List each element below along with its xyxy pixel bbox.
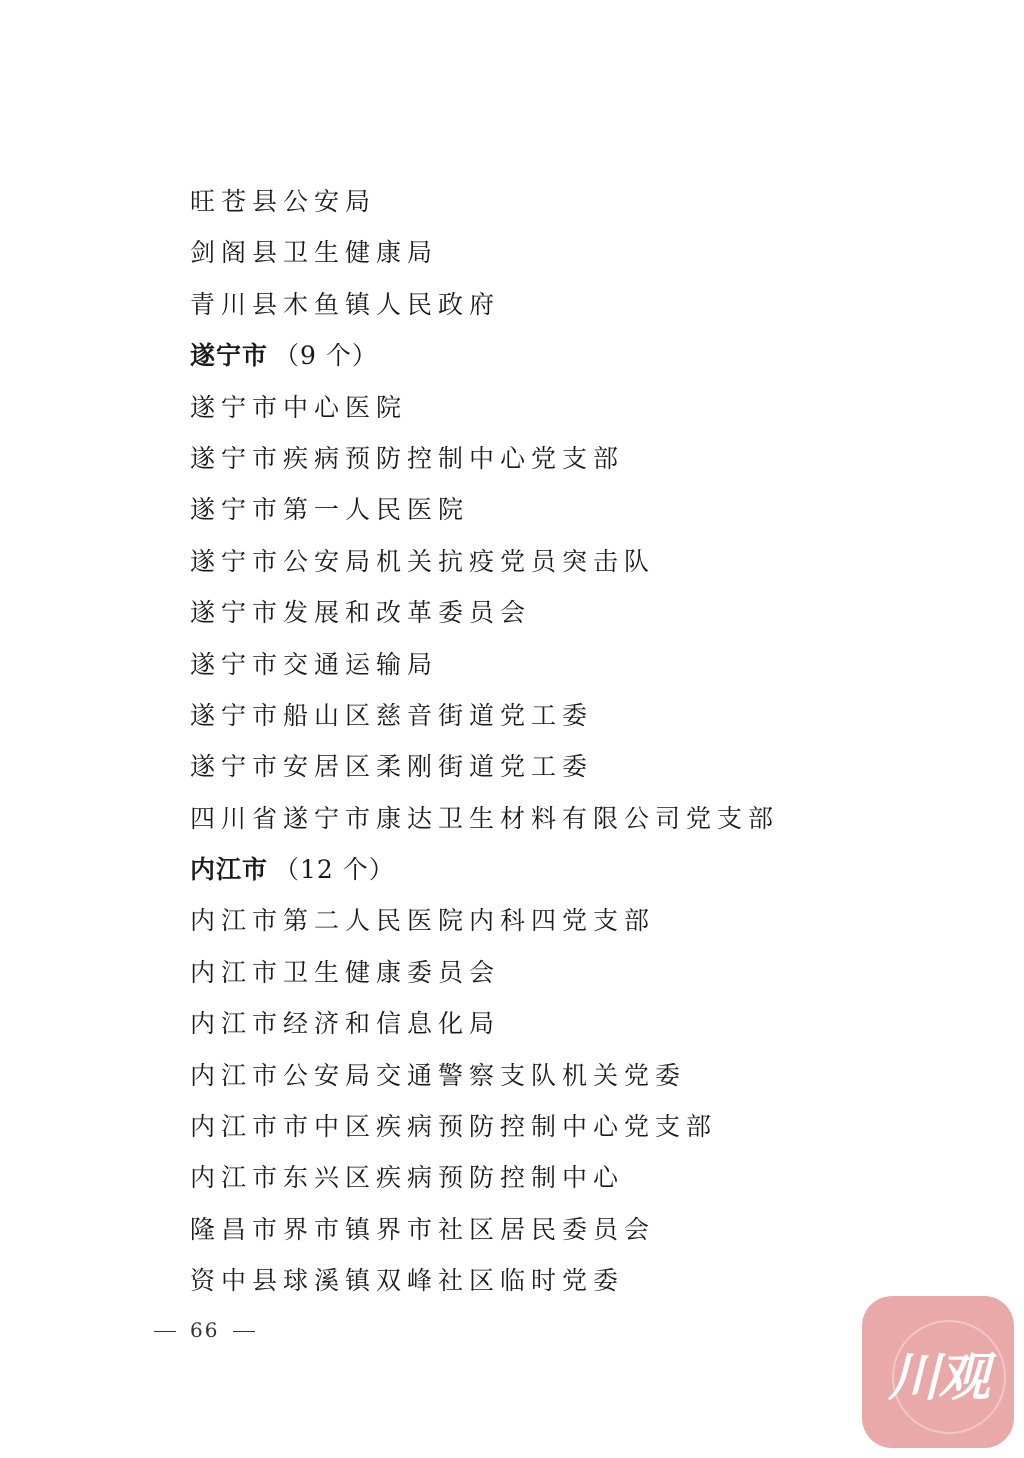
list-item: 四川省遂宁市康达卫生材料有限公司党支部 bbox=[190, 803, 780, 833]
chuanguan-logo-watermark bbox=[862, 1296, 1014, 1448]
section-heading-suining bbox=[190, 330, 990, 381]
list-item: 遂宁市交通运输局 bbox=[190, 649, 439, 679]
section-heading-neijiang bbox=[190, 844, 990, 895]
list-item: 遂宁市疾病预防控制中心党支部 bbox=[190, 443, 625, 473]
list-item: 内江市第二人民医院内科四党支部 bbox=[190, 906, 656, 936]
list-item: 剑阁县卫生健康局 bbox=[190, 238, 439, 268]
list-item: 青川县木鱼镇人民政府 bbox=[190, 289, 501, 319]
section-heading-count: （9 个） bbox=[274, 341, 378, 371]
list-item: 内江市东兴区疾病预防控制中心 bbox=[190, 1163, 625, 1193]
section-heading-title: 遂宁市 bbox=[190, 341, 269, 371]
section-heading-title: 内江市 bbox=[190, 855, 269, 885]
list-item: 遂宁市发展和改革委员会 bbox=[190, 598, 532, 628]
list-item: 隆昌市界市镇界市社区居民委员会 bbox=[190, 1214, 656, 1244]
list-item: 内江市公安局交通警察支队机关党委 bbox=[190, 1060, 687, 1090]
page-footer bbox=[140, 1318, 269, 1342]
list-item: 旺苍县公安局 bbox=[190, 187, 377, 216]
footer-dash-left bbox=[154, 1331, 176, 1332]
list-item: 遂宁市第一人民医院 bbox=[190, 495, 470, 525]
list-item: 遂宁市安居区柔刚街道党工委 bbox=[190, 752, 594, 782]
list-item: 遂宁市中心医院 bbox=[190, 392, 408, 422]
footer-dash-right bbox=[233, 1331, 255, 1332]
section-heading-count: （12 个） bbox=[274, 855, 395, 885]
list-item: 内江市市中区疾病预防控制中心党支部 bbox=[190, 1112, 718, 1142]
list-item: 遂宁市公安局机关抗疫党员突击队 bbox=[190, 546, 656, 576]
page-number: 66 bbox=[190, 1318, 220, 1342]
logo-text: 川观 bbox=[887, 1347, 988, 1408]
list-item: 遂宁市船山区慈音街道党工委 bbox=[190, 700, 594, 730]
list-item: 内江市卫生健康委员会 bbox=[190, 957, 501, 987]
list-item: 内江市经济和信息化局 bbox=[190, 1009, 501, 1039]
list-item: 资中县球溪镇双峰社区临时党委 bbox=[190, 1266, 625, 1296]
document-body bbox=[190, 176, 990, 1307]
